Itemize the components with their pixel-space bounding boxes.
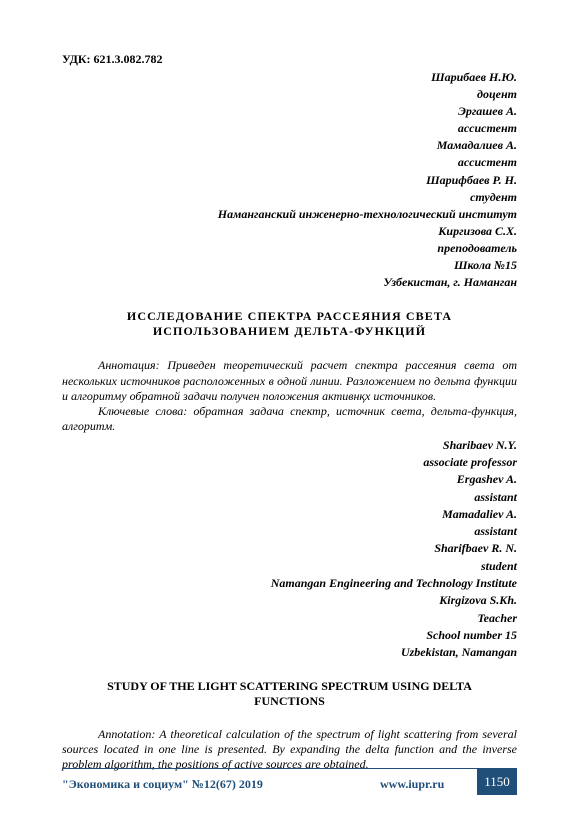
author-line: Sharibaev N.Y. xyxy=(442,437,517,452)
title-line: STUDY OF THE LIGHT SCATTERING SPECTRUM USING DELTA xyxy=(107,678,472,693)
journal-name: "Экономика и социум" №12(67) 2019 xyxy=(62,777,263,791)
author-line: Шарифбаев Р. Н. xyxy=(426,172,517,187)
article-title-ru xyxy=(62,309,517,339)
authors-en xyxy=(62,437,517,662)
author-line: Sharifbaev R. N. xyxy=(434,541,517,556)
author-line: Школа №15 xyxy=(454,258,517,273)
authors-ru xyxy=(62,69,517,291)
abstract-en: Annotation: A theoretical calculation of the spectrum of light scattering from several sources located in one line is presented. By expanding the delta function and the inverse problem algorithm, the positions of active sources are obtained. xyxy=(62,726,517,772)
author-line: associate professor xyxy=(423,455,517,469)
page-footer xyxy=(62,768,517,797)
title-line: ИССЛЕДОВАНИЕ СПЕКТРА РАССЕЯНИЯ СВЕТА xyxy=(126,309,453,324)
keywords-ru: Ключевые слова: обратная задача спектр, источник света, дельта-функция, алгоритм. xyxy=(62,404,517,434)
author-line: assistant xyxy=(474,524,517,539)
journal-website: www.iupr.ru xyxy=(380,777,445,791)
author-line: student xyxy=(480,558,517,573)
author-line: студент xyxy=(470,189,517,204)
page-number: 1150 xyxy=(477,769,517,795)
author-line: Kirgizova S.Kh. xyxy=(439,593,517,608)
udk-code: УДК: 621.3.082.782 xyxy=(62,52,163,66)
author-line: Мамадалиев А. xyxy=(436,138,517,153)
author-line: Uzbekistan, Namangan xyxy=(400,645,517,660)
author-line: School number 15 xyxy=(426,627,517,642)
author-line: Namangan Engineering and Technology Institute xyxy=(270,576,517,591)
author-line: ассистент xyxy=(457,121,517,136)
article-title-en xyxy=(62,679,517,709)
title-line: FUNCTIONS xyxy=(254,693,325,708)
author-line: Эргашев А. xyxy=(458,104,517,119)
author-line: Шарибаев Н.Ю. xyxy=(431,70,517,84)
article-page xyxy=(62,52,517,772)
author-line: Наманганский инженерно-технологический институт xyxy=(217,206,517,221)
abstract-ru: Аннотация: Приведен теоретический расчет спектра рассеяния света от нескольких источников расположенных в одной линии. Разложением по дельта функции и алгоритму обратной задачи получен положения активнқх источников. xyxy=(62,358,517,403)
title-line: ИСПОЛЬЗОВАНИЕМ ДЕЛЬТА-ФУНКЦИЙ xyxy=(152,324,427,339)
author-line: доцент xyxy=(477,87,517,102)
author-line: Киргизова С.Х. xyxy=(438,223,517,238)
author-line: Teacher xyxy=(477,610,517,625)
author-line: Ergashev A. xyxy=(456,472,517,487)
author-line: Узбекистан, г. Наманган xyxy=(383,275,517,290)
author-line: преподователь xyxy=(437,240,517,255)
author-line: assistant xyxy=(474,489,517,504)
author-line: ассистент xyxy=(457,155,517,170)
author-line: Mamadaliev A. xyxy=(442,506,517,521)
